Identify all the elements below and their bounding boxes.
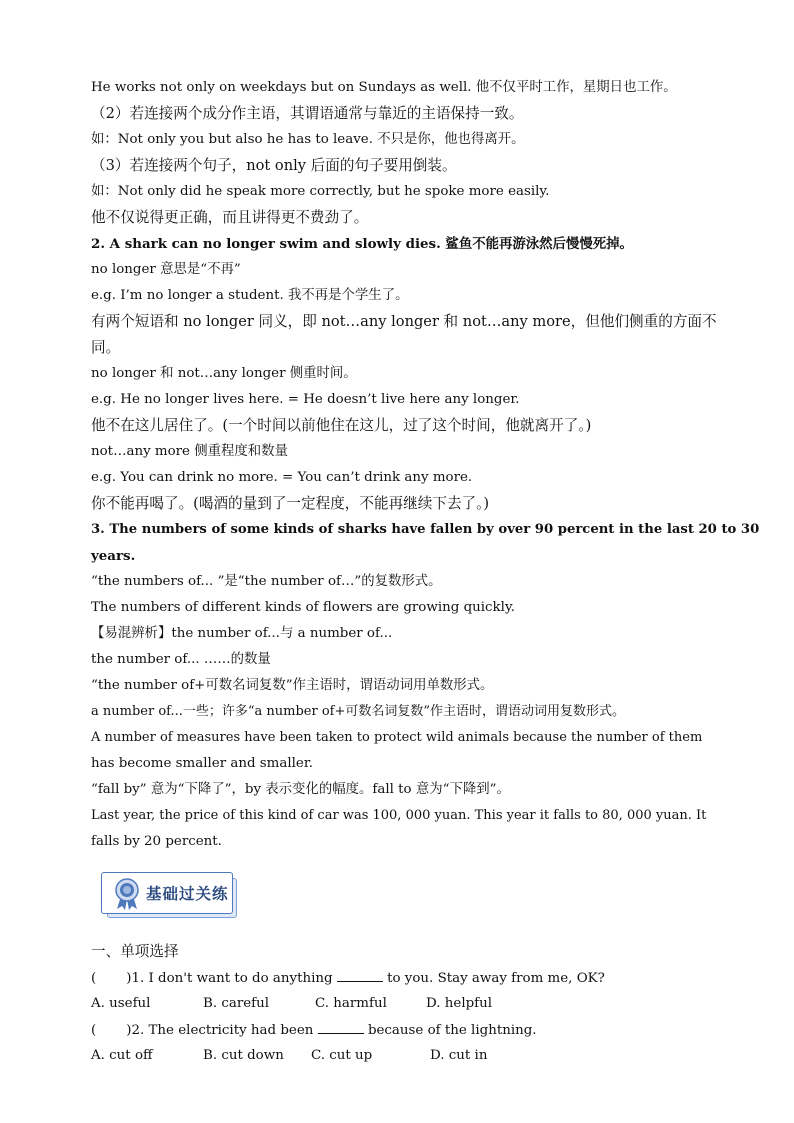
text-line-2: （2）若连接两个成分作主语，其谓语通常与靠近的主语保持一致。: [91, 105, 524, 122]
text-line-27: has become smaller and smaller.: [91, 756, 314, 771]
text-line-12: no longer 和 not…any longer 侧重时间。: [91, 366, 357, 381]
option-a[interactable]: A. cut off: [91, 1048, 153, 1063]
question-stem-b: because of the lightning.: [367, 1023, 537, 1038]
text-line-26: A number of measures have been taken to protect wild animals because the number of them: [91, 730, 703, 745]
fill-blank[interactable]: [318, 1020, 364, 1034]
option-b[interactable]: B. cut down: [203, 1048, 284, 1063]
text-line-5: 如：Not only did he speak more correctly, but he spoke more easily.: [91, 184, 550, 199]
text-line-11: 同。: [91, 339, 121, 356]
option-c[interactable]: C. cut up: [311, 1048, 373, 1063]
text-line-8: no longer 意思是“不再”: [91, 262, 241, 277]
text-line-13: e.g. He no longer lives here. = He doesn’t live here any longer.: [91, 392, 520, 407]
question-stem-a: 2. The electricity had been: [131, 1023, 314, 1038]
text-line-15: not…any more 侧重程度和数量: [91, 444, 288, 459]
text-line-22: 【易混辨析】the number of...与 a number of...: [91, 626, 393, 641]
text-line-21: The numbers of different kinds of flowers are growing quickly.: [91, 600, 515, 615]
badge-frame: [101, 872, 233, 914]
option-d[interactable]: D. helpful: [426, 996, 493, 1011]
text-line-6: 他不仅说得更正确，而且讲得更不费劲了。: [91, 209, 369, 226]
answer-paren-close: ): [126, 1023, 132, 1038]
text-line-14: 他不在这儿居住了。(一个时间以前他住在这儿，过了这个时间，他就离开了。): [91, 417, 592, 434]
question-stem-a: 1. I don't want to do anything: [131, 971, 333, 986]
part-title: 一、单项选择: [91, 943, 179, 960]
question-2: [91, 1020, 703, 1041]
text-line-3: 如：Not only you but also he has to leave. 不只是你，他也得离开。: [91, 132, 525, 147]
text-line-25: a number of...一些；许多“a number of+可数名词复数”作主语时，谓语动词用复数形式。: [91, 704, 626, 719]
heading-2: 2. A shark can no longer swim and slowly dies. 鲨鱼不能再游泳然后慢慢死掉。: [91, 236, 633, 252]
text-line-4: （3）若连接两个句子，not only 后面的句子要用倒装。: [91, 157, 457, 174]
answer-paren-close: ): [126, 971, 132, 986]
question-stem-b: to you. Stay away from me, OK?: [387, 971, 605, 986]
text-line-1: He works not only on weekdays but on Sundays as well. 他不仅平时工作，星期日也工作。: [91, 80, 677, 95]
badge-title: 基础过关练: [146, 885, 229, 903]
option-a[interactable]: A. useful: [91, 996, 151, 1011]
section-badge: [101, 872, 237, 918]
heading-3-cont: years.: [91, 548, 136, 564]
text-line-16: e.g. You can drink no more. = You can’t drink any more.: [91, 470, 473, 485]
text-line-20: “the numbers of... ”是“the number of…”的复数形式。: [91, 574, 442, 589]
answer-paren-open: (: [91, 971, 97, 986]
medal-icon: [112, 877, 142, 911]
option-b[interactable]: B. careful: [203, 996, 270, 1011]
option-c[interactable]: C. harmful: [315, 996, 387, 1011]
text-line-24: “the number of+可数名词复数”作主语时，谓语动词用单数形式。: [91, 678, 494, 693]
fill-blank[interactable]: [337, 968, 383, 982]
text-line-28: “fall by” 意为“下降了”，by 表示变化的幅度。fall to 意为“下降到”。: [91, 782, 510, 797]
question-1: [91, 968, 703, 989]
heading-3: 3. The numbers of some kinds of sharks have fallen by over 90 percent in the last 20 to 30: [91, 522, 760, 537]
text-line-9: e.g. I’m no longer a student. 我不再是个学生了。: [91, 288, 409, 303]
text-line-30: falls by 20 percent.: [91, 834, 222, 849]
text-line-29: Last year, the price of this kind of car was 100, 000 yuan. This year it falls to 80, 000 yuan. It: [91, 808, 707, 823]
text-line-17: 你不能再喝了。(喝酒的量到了一定程度，不能再继续下去了。): [91, 495, 490, 512]
option-d[interactable]: D. cut in: [430, 1048, 488, 1063]
text-line-23: the number of... ……的数量: [91, 652, 271, 667]
text-line-10: 有两个短语和 no longer 同义，即 not…any longer 和 not…any more，但他们侧重的方面不: [91, 313, 717, 330]
answer-paren-open: (: [91, 1023, 97, 1038]
